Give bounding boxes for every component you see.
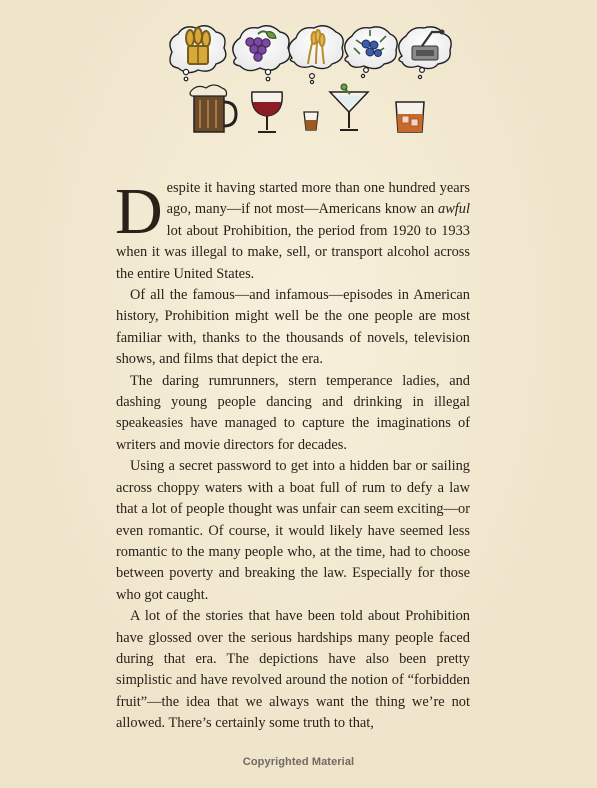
drinks-illustration: [160, 24, 460, 136]
body-text: [115, 175, 470, 735]
grapes-icon: [233, 26, 290, 81]
beer-mug-icon: [190, 85, 236, 132]
sugar-cane-press-icon: [399, 27, 451, 79]
rum-tumbler-icon: [396, 102, 424, 132]
paragraph-3: The daring rumrunners, stern temperance ladies, and dashing young people dancing and drinking in illegal speakeasies have managed to capture the imaginations of writers and movie directors for decades.: [116, 372, 470, 453]
paragraph-5: A lot of the stories that have been told about Prohibition have glossed over the serious hardships many people faced during that era. The depictions have also been pretty simplistic and have revolved around the notion of “forbidden fruit”—the idea that we always want the thing we’re not allowed. There’s certainly some truth to that,: [116, 608, 470, 732]
paragraph-1: Despite it having started more than one hundred years ago, many—if not most—Americans know an awful lot about Prohibition, the period from 1920 to 1933 when it was illegal to make, sell, or transport alcohol across the entire United States.: [115, 175, 470, 282]
paragraph-4: Using a secret password to get into a hidden bar or sailing across choppy waters with a boat full of rum to defy a law that a lot of people thought was unfair can seem exciting—or even romantic. Of course, it would likely have seemed less romantic to the many people who, at the time, had to choose between poverty and breaking the law. Especially for those who got caught.: [116, 458, 470, 603]
shot-glass-icon: [304, 112, 318, 130]
wheat-icon: [170, 26, 226, 81]
drop-cap: D: [115, 175, 163, 248]
copyright-footer: Copyrighted Material: [242, 756, 355, 768]
barley-icon: [289, 26, 343, 84]
paragraph-2: Of all the famous—and infamous—episodes in American history, Prohibition might well be the one people are most familiar with, thanks to the thousands of novels, television shows, and films that depict the era.: [116, 287, 470, 368]
emphasis-awful: awful: [438, 201, 470, 218]
juniper-berries-icon: [345, 27, 397, 78]
wine-glass-icon: [252, 92, 282, 132]
martini-glass-icon: [330, 84, 368, 130]
